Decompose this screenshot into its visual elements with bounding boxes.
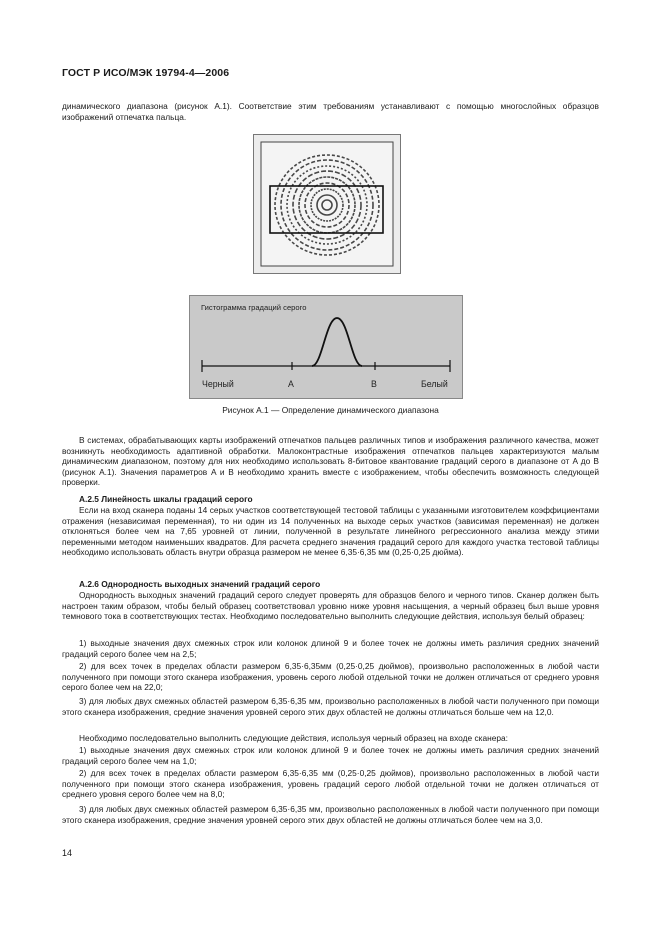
list-item-black-1: 1) выходные значения двух смежных строк или колонок длиной 9 и более точек не должны иметь различия средних значений градаций серого более чем на 1,0;: [62, 745, 599, 766]
histogram-title: Гистограмма градаций серого: [201, 303, 307, 312]
list-item-white-1: 1) выходные значения двух смежных строк или колонок длиной 9 и более точек не должны иметь различия средних значений градаций серого более чем на 2,5;: [62, 638, 599, 659]
label-b: B: [371, 379, 377, 389]
heading-a26: А.2.6 Однородность выходных значений градаций серого: [79, 579, 321, 589]
list-item-white-2: 2) для всех точек в пределах области размером 6,35·6,35мм (0,25·0,25 дюймов), произвольно расположенных в любой части полученного при помощи этого сканера изображения, уровень серого любой отдельной точки не должен отличаться от среднего уровня серого более чем на 22,0;: [62, 661, 599, 693]
list-item-black-3: 3) для любых двух смежных областей размером 6,35·6,35 мм, произвольно расположенных в любой части полученного при помощи этого сканера изображения, средние значения уровней серого этих двух областей не должны отличаться более чем на 3,0.: [62, 804, 599, 825]
label-a: A: [288, 379, 294, 389]
list-item-black-2: 2) для всех точек в пределах области размером 6,35·6,35 мм (0,25·0,25 дюймов), произвольно расположенных в любой части полученного при помощи этого сканера изображения, уровень градаций серого любой отдельной точки не должен отличаться от среднего уровня серого более чем на 8,0;: [62, 768, 599, 800]
histogram-figure: [189, 295, 463, 399]
fingerprint-icon: [254, 135, 400, 273]
label-black: Черный: [202, 379, 234, 389]
paragraph-linearity: Если на вход сканера поданы 14 серых участков соответствующей тестовой таблицы с указанными изготовителем коэффициентами отражения (независимая переменная), то ни один из 14 полученных на выходе серых участков (зависимая переменная) не должен отклоняться более чем на 7,65 уровней от линии, полученной в результате линейного регрессионного анализа между этими переменными методом наименьших квадратов. Для расчета среднего значения градаций серого для каждого участка тестовой таблицы необходимо использовать область внутри образца размером не менее 6,35·6,35 мм (0,25·0,25 дюйма).: [62, 505, 599, 558]
intro-paragraph: динамического диапазона (рисунок А.1). Соответствие этим требованиям устанавливают с помощью многослойных образцов изображений отпечатка пальца.: [62, 101, 599, 122]
list-item-white-3: 3) для любых двух смежных областей размером 6,35·6,35 мм, произвольно расположенных в любой части полученного при помощи этого сканера изображения, средние значения уровней серого этих двух областей не должны отличаться больше чем на 12,0.: [62, 696, 599, 717]
heading-a25: А.2.5 Линейность шкалы градаций серого: [79, 494, 253, 504]
paragraph-uniformity: Однородность выходных значений градаций серого следует проверять для образцов белого и черного типов. Сканер должен быть настроен таким образом, чтобы белый образец соответствовал уровню ниже уровня насыщения, а черный образец был выше уровня темнового тока в соответствующих тестах. Необходимо последовательно выполнить следующие действия, используя белый образец:: [62, 590, 599, 622]
page-number: 14: [62, 848, 73, 858]
paragraph-adaptive: В системах, обрабатывающих карты изображений отпечатков пальцев различных типов и изображения различного качества, может возникнуть необходимость адаптивной обработки. Малоконтрастные изображения отпечатков пальцев характеризуются малым динамическим диапазоном, поэтому для них необходимо использовать 8-битовое квантование градаций серого в диапазоне от A до B (рисунок А.1). Значения параметров A и B необходимо хранить вместе с изображением, чтобы обеспечить возможность следующей проверки.: [62, 435, 599, 488]
label-white: Белый: [421, 379, 448, 389]
fingerprint-image: [253, 134, 401, 274]
paragraph-black-sample: Необходимо последовательно выполнить следующие действия, используя черный образец на входе сканера:: [79, 733, 508, 743]
document-header: ГОСТ Р ИСО/МЭК 19794-4—2006: [62, 67, 230, 79]
figure-caption: Рисунок А.1 — Определение динамического диапазона: [222, 405, 439, 415]
